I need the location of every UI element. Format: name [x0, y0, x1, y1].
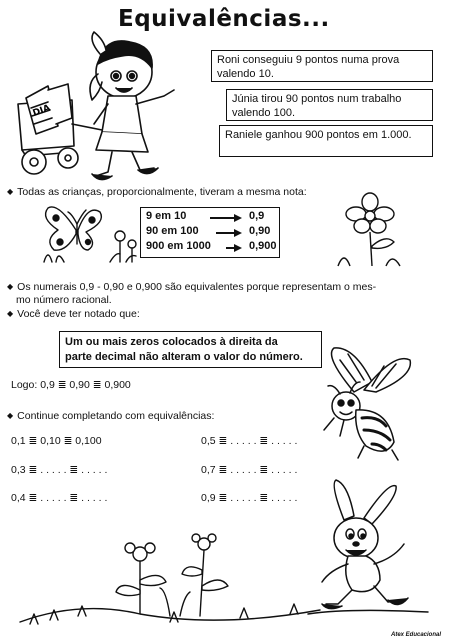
statement-noted	[7, 308, 140, 320]
story-box-raniele	[219, 125, 433, 157]
rule-line1: Um ou mais zeros colocados à direita da	[65, 336, 278, 348]
girl-with-cart-illustration	[12, 34, 202, 184]
bullet-diamond-icon: ◆	[7, 282, 14, 291]
cart-sign: DIA	[31, 103, 52, 119]
statement-equivalent-line1: Os numerais 0,9 - 0,90 e 0,900 são equivalentes porque representam o mes-	[17, 281, 377, 293]
bullet-diamond-icon: ◆	[7, 411, 14, 420]
equivalence-row	[146, 225, 271, 237]
story-text-roni: Roni conseguiu 9 pontos numa prova valendo 10.	[217, 54, 400, 80]
story-box-roni	[211, 50, 433, 82]
equivalence-row	[146, 240, 277, 252]
story-text-junia: Júnia tirou 90 pontos num trabalho valendo 100.	[232, 93, 402, 119]
equivalence-left: 9 em 10	[146, 210, 187, 222]
bullet-diamond-icon: ◆	[7, 309, 14, 318]
bee-illustration	[314, 346, 414, 464]
equivalence-right: 0,9	[249, 210, 265, 222]
bullet-diamond-icon: ◆	[7, 187, 14, 196]
footer-credit: Atex Educacional	[390, 632, 441, 638]
equivalence-table	[140, 207, 280, 258]
statement-continue-text: Continue completando com equivalências:	[17, 410, 215, 422]
flower-illustration	[20, 530, 320, 630]
exercise-fill-in[interactable]: 0,5 ≣ . . . . . ≣ . . . . .	[201, 435, 298, 447]
exercise-fill-in[interactable]: 0,3 ≣ . . . . . ≣ . . . . .	[11, 464, 108, 476]
exercise-fill-in[interactable]: 0,9 ≣ . . . . . ≣ . . . . .	[201, 492, 298, 504]
equivalence-left: 900 em 1000	[146, 240, 211, 252]
story-text-raniele: Raniele ganhou 900 pontos em 1.000.	[225, 129, 412, 141]
equivalence-row	[146, 210, 265, 222]
exercise-example: 0,1 ≣ 0,10 ≣ 0,100	[11, 435, 102, 447]
statement-continue	[7, 410, 214, 422]
arrow-right-icon	[226, 244, 242, 252]
statement-equivalent-line2: mo número racional.	[16, 294, 112, 306]
rule-line2: parte decimal não alteram o valor do número.	[65, 351, 303, 363]
exercise-fill-in[interactable]: 0,4 ≣ . . . . . ≣ . . . . .	[11, 492, 108, 504]
statement-same-grade-text: Todas as crianças, proporcionalmente, tiveram a mesma nota:	[17, 186, 307, 198]
bunny-illustration	[308, 480, 428, 620]
page-title: Equivalências...	[118, 6, 330, 32]
arrow-right-icon	[210, 214, 242, 222]
rule-box	[59, 331, 322, 368]
equivalence-right: 0,900	[249, 240, 277, 252]
butterfly-illustration	[36, 200, 146, 262]
statement-noted-text: Você deve ter notado que:	[17, 308, 140, 320]
statement-equivalent	[7, 281, 376, 293]
equivalence-right: 0,90	[249, 225, 271, 237]
equivalence-left: 90 em 100	[146, 225, 199, 237]
statement-same-grade	[7, 186, 307, 198]
flower-illustration	[330, 194, 410, 266]
arrow-right-icon	[216, 229, 242, 237]
story-box-junia	[226, 89, 433, 121]
exercise-fill-in[interactable]: 0,7 ≣ . . . . . ≣ . . . . .	[201, 464, 298, 476]
logo-line: Logo: 0,9 ≣ 0,90 ≣ 0,900	[11, 379, 131, 391]
